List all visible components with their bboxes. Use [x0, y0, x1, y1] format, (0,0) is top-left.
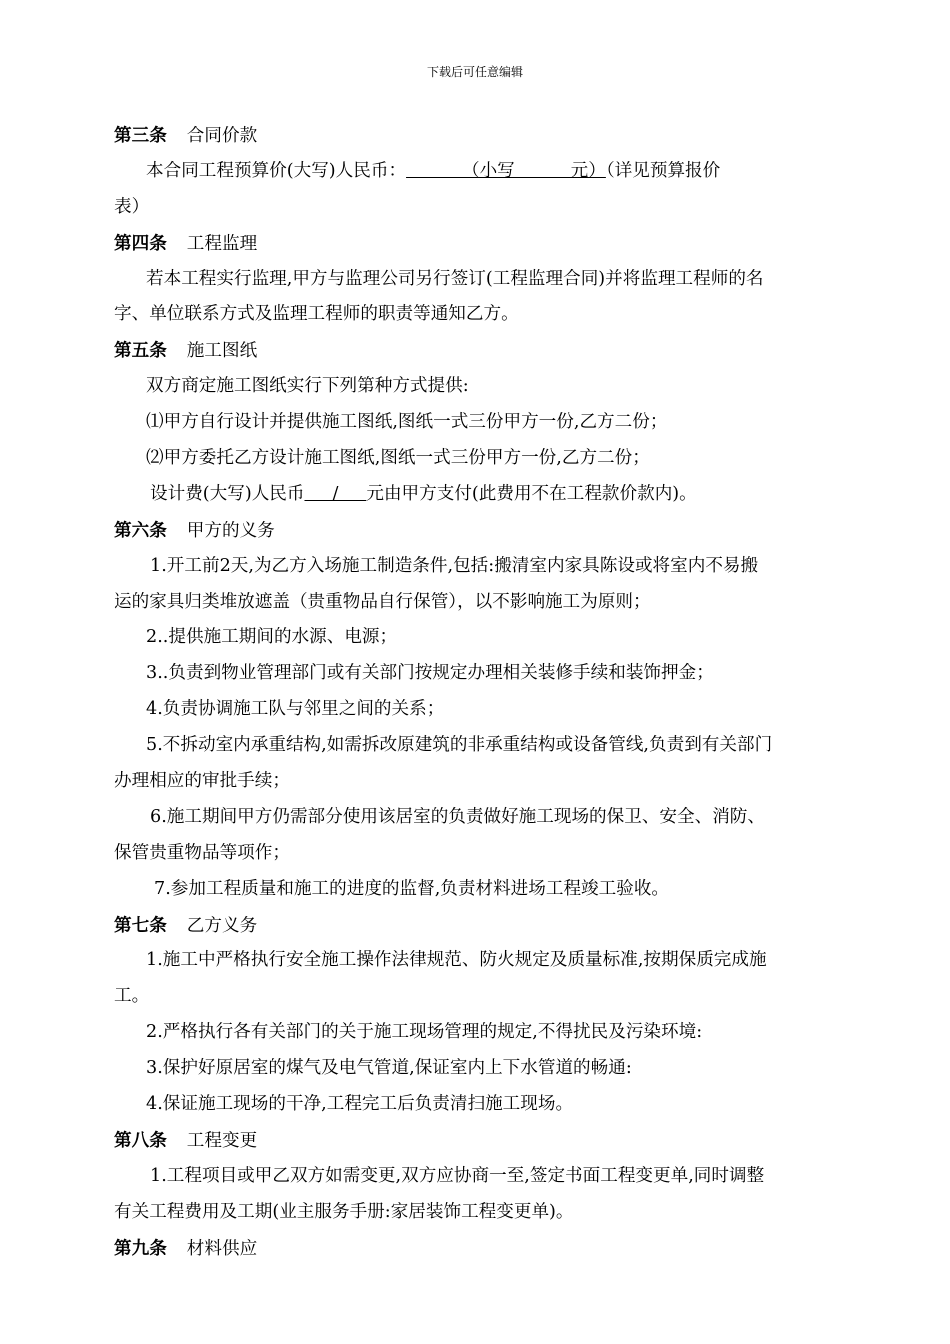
paragraph-line: 办理相应的审批手续；	[114, 771, 290, 792]
paragraph-line: 6.施工期间甲方仍需部分使用该居室的负责做好施工现场的保卫、安全、消防、	[150, 806, 765, 827]
paragraph-line: 运的家具归类堆放遮盖（贵重物品自行保管），以不影响施工为原则；	[114, 591, 651, 612]
article-number: 第八条	[114, 1129, 167, 1151]
article-3-heading	[114, 118, 838, 154]
article-8-heading	[114, 1123, 838, 1159]
paragraph-line: ⑵甲方委托乙方设计施工图纸,图纸一式三份甲方一份,乙方二份；	[146, 448, 650, 469]
paragraph-line: 4.负责协调施工队与邻里之间的关系；	[146, 699, 445, 720]
article-9-heading	[114, 1231, 838, 1267]
paragraph-line	[114, 477, 838, 513]
article-5-heading	[114, 333, 838, 369]
paragraph-line: 3..负责到物业管理部门或有关部门按规定办理相关装修手续和装饰押金；	[146, 663, 714, 684]
article-number: 第六条	[114, 519, 167, 541]
paragraph-line: 有关工程费用及工期(业主服务手册:家居装饰工程变更单)。	[114, 1201, 574, 1222]
paragraph-line: 4.保证施工现场的干净,工程完工后负责清扫施工现场。	[146, 1094, 574, 1115]
paragraph-line	[114, 154, 838, 190]
article-6-heading	[114, 513, 838, 549]
paragraph-line: 工。	[114, 986, 150, 1007]
paragraph-line: 1.施工中严格执行安全施工操作法律规范、防火规定及质量标准,按期保质完成施	[146, 950, 767, 971]
article-title: 合同价款	[186, 126, 258, 146]
article-number: 第七条	[114, 914, 167, 936]
article-7-heading	[114, 908, 838, 944]
fee-blank: /	[304, 483, 367, 504]
paragraph-line: 保管贵重物品等项作；	[114, 842, 290, 863]
amount-blank: （小写 元）	[406, 160, 606, 181]
paragraph-line: 3.保护好原居室的煤气及电气管道,保证室内上下水管道的畅通:	[146, 1058, 632, 1079]
paragraph-line: 字、单位联系方式及监理工程师的职责等通知乙方。	[114, 304, 519, 325]
paragraph-line: 表）	[114, 196, 150, 217]
article-title: 乙方义务	[186, 915, 258, 936]
paragraph-line: 双方商定施工图纸实行下列第种方式提供:	[146, 376, 469, 397]
article-title: 材料供应	[186, 1238, 258, 1259]
article-number: 第三条	[114, 125, 167, 146]
article-number: 第四条	[114, 232, 167, 254]
paragraph-line: 5.不拆动室内承重结构,如需拆改原建筑的非承重结构或设备管线,负责到有关部门	[146, 735, 773, 756]
contract-body	[114, 118, 838, 1267]
paragraph-line: 7.参加工程质量和施工的进度的监督,负责材料进场工程竣工验收。	[154, 878, 670, 899]
paragraph-line: ⑴甲方自行设计并提供施工图纸,图纸一式三份甲方一份,乙方二份；	[146, 412, 668, 433]
article-title: 施工图纸	[186, 341, 258, 362]
text: 元由甲方支付(此费用不在工程款价款内)。	[366, 483, 697, 504]
paragraph-line: 2..提供施工期间的水源、电源；	[146, 627, 398, 648]
text: （详见预算报价	[605, 160, 721, 181]
article-number: 第五条	[114, 340, 167, 362]
page-header: 下载后可任意编辑	[426, 65, 523, 79]
paragraph-line: 2.严格执行各有关部门的关于施工现场管理的规定,不得扰民及污染环境:	[146, 1022, 703, 1043]
text: 本合同工程预算价(大写)人民币：	[146, 160, 407, 181]
text: 设计费(大写)人民币	[150, 483, 305, 504]
article-title: 工程变更	[186, 1130, 258, 1151]
paragraph-line: 1.开工前2天,为乙方入场施工制造条件,包括:搬清室内家具陈设或将室内不易搬	[150, 555, 759, 576]
paragraph-line: 若本工程实行监理,甲方与监理公司另行签订(工程监理合同)并将监理工程师的名	[146, 268, 764, 289]
article-number: 第九条	[114, 1237, 167, 1259]
article-title: 甲方的义务	[186, 520, 275, 541]
article-title: 工程监理	[186, 233, 258, 254]
paragraph-line: 1.工程项目或甲乙双方如需变更,双方应协商一至,签定书面工程变更单,同时调整	[150, 1165, 765, 1186]
article-4-heading	[114, 226, 838, 262]
